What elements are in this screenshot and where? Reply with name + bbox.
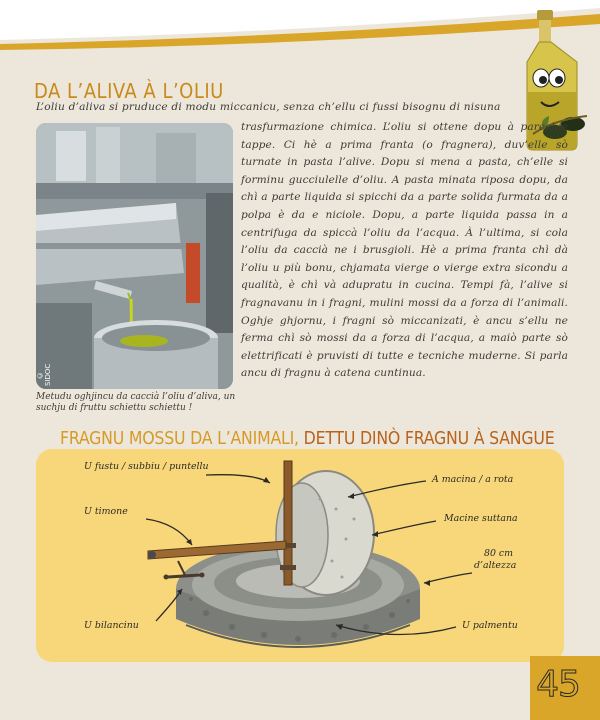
mill-diagram-panel bbox=[36, 449, 564, 662]
label-timone: U timone bbox=[84, 506, 128, 517]
label-fustu: U fustu / subbiu / puntellu bbox=[84, 461, 209, 472]
label-altezza-unit: d’altezza bbox=[474, 560, 517, 571]
section-title-part1: FRAGNU MOSSU DA L’ANIMALI, bbox=[60, 429, 299, 449]
label-altezza-value: 80 cm bbox=[484, 548, 514, 559]
olive-press-illustration bbox=[36, 123, 233, 389]
top-wave-decoration bbox=[0, 0, 600, 62]
label-macine-suttana: Macine suttana bbox=[444, 513, 518, 524]
intro-line: L’oliu d’aliva si pruduce di modu miccanicu, senza ch’ellu ci fussi bisognu di nisuna bbox=[36, 101, 501, 113]
section-title-part2: DETTU DINÒ FRAGNU À SANGUE bbox=[298, 429, 555, 449]
article-body: trasfurmazione chimica. L’oliu si ottene dopu à parechje tappe. Ci hè a prima franta (o fragnera), duv’elle sò turnate in pasta l’alive. Dopu si mena a pasta, ch’elle si forminu gucciulelle d’oliu. A pasta minata riposa dopu, da chì a parte liquida si spicchi da a parte solida furmata da a polpa è da e niciole. Dopu, a parte liquida passa in a centrifuga da spiccà l’oliu da l’acqua. À l’ultima, si cola l’oliu da caccià ne i brusgioli. Hè a prima franta chì dà l’oliu u più bonu, chjamata vierge o vierge extra sicondu a qualità, è chì và adupratu in cucina. Tempi fà, l’alive si fragnavanu in i fragni, mulini mossi da a forza di l’animali. Oghje ghjornu, i fragni sò miccanizati, è ancu s’ellu ne ferma chì sò mossi da a forza di l’acqua, a maiò parte sò elettrificati è pruvisti di tutte e tecniche muderne. Si parla ancu di fragnu à catena cuntinua. bbox=[241, 121, 568, 380]
label-palmentu: U palmentu bbox=[462, 620, 518, 631]
label-bilancinu: U bilancinu bbox=[84, 620, 139, 631]
photo-credit: © SIDOC bbox=[36, 363, 52, 387]
label-macina: A macina / a rota bbox=[432, 474, 514, 485]
section-title bbox=[60, 429, 554, 449]
page-title: DA L’ALIVA À L’OLIU bbox=[34, 79, 224, 104]
page-number: 45 bbox=[536, 664, 580, 705]
photo-caption: Metudu oghjincu da caccià l’oliu d’aliva, un suchju di fruttu schiettu schiettu ! bbox=[36, 392, 236, 413]
top-band bbox=[0, 0, 600, 62]
olive-press-photo bbox=[36, 123, 233, 389]
